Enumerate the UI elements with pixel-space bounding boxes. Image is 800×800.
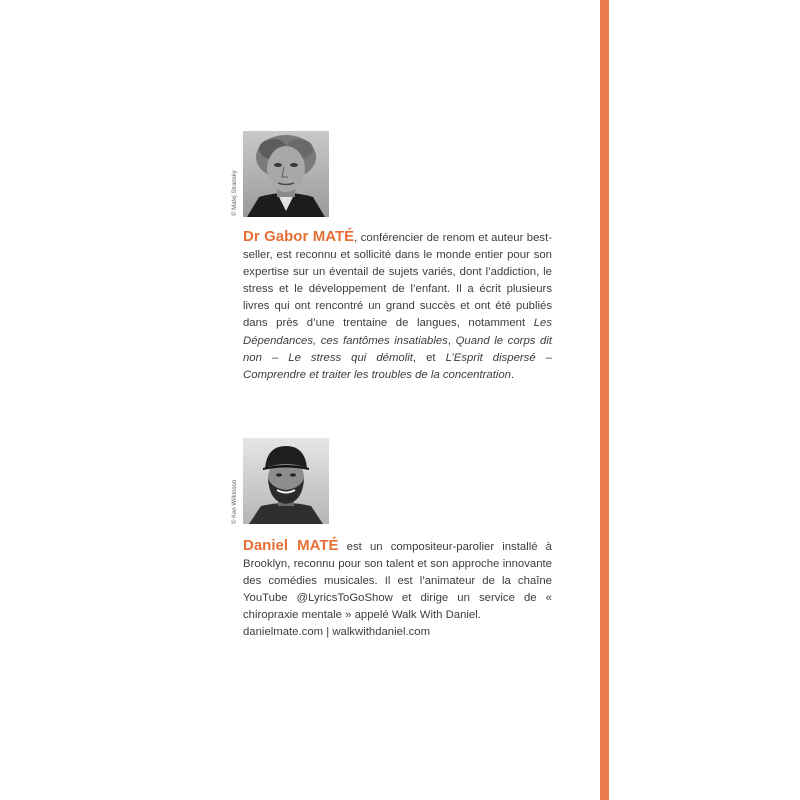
- gabor-mate-photo: [243, 131, 329, 217]
- book-title: L’Esprit dispersé – Comprendre et traiter les troubles de la concentration: [243, 351, 552, 381]
- photo-credit-1: © Matej Stransky: [232, 170, 238, 216]
- book-title: Quand le corps dit non – Le stress qui démolit: [243, 334, 552, 364]
- author-name-daniel: Daniel MATÉ: [243, 537, 339, 554]
- website-links: danielmate.com | walkwithdaniel.com: [243, 626, 431, 639]
- daniel-mate-bio: [243, 537, 552, 642]
- daniel-mate-photo: [243, 438, 329, 524]
- gabor-mate-bio: Dr Gabor MATÉ, conférencier de renom et auteur best-seller, est reconnu et sollicité dans le monde entier pour son expertise sur un éventail de sujets variés, dont l’addiction, le stress et le développement de l’enfant. Il a écrit plusieurs livres qui ont rencontré un grand succès et ont été publiés dans près d’une trentaine de langues, notamment Les Dépendances, ces fantômes insatiables, Quand le corps dit non – Le stress qui démolit, et L’Esprit dispersé – Comprendre et traiter les troubles de la concentration.: [243, 228, 553, 381]
- bio-text: est un compositeur-parolier installé à Brooklyn, reconnu pour son talent et son approche innovante des comédies musicales. Il est l’animateur de la chaîne YouTube @LyricsToGoShow et dirige un service de « chiropraxie mentale » appelé Walk With Daniel.: [243, 541, 552, 622]
- photo-credit-2: © Ken Wilkinson: [232, 479, 238, 524]
- bio-text: , conférencier de renom et auteur best-seller, est reconnu et sollicité dans le monde entier pour son expertise sur un éventail de sujets variés, dont l’addiction, le stress et le développement de l’enfant. Il a écrit plusieurs livres qui ont rencontré un grand succès et ont été publiés dans près d’une trentaine de langues, notamment: [243, 232, 553, 330]
- author-name-gabor: Dr Gabor MATÉ: [243, 228, 355, 245]
- orange-flap-stripe: [600, 0, 609, 800]
- book-title: Les Dépendances, ces fantômes insatiables: [243, 317, 552, 347]
